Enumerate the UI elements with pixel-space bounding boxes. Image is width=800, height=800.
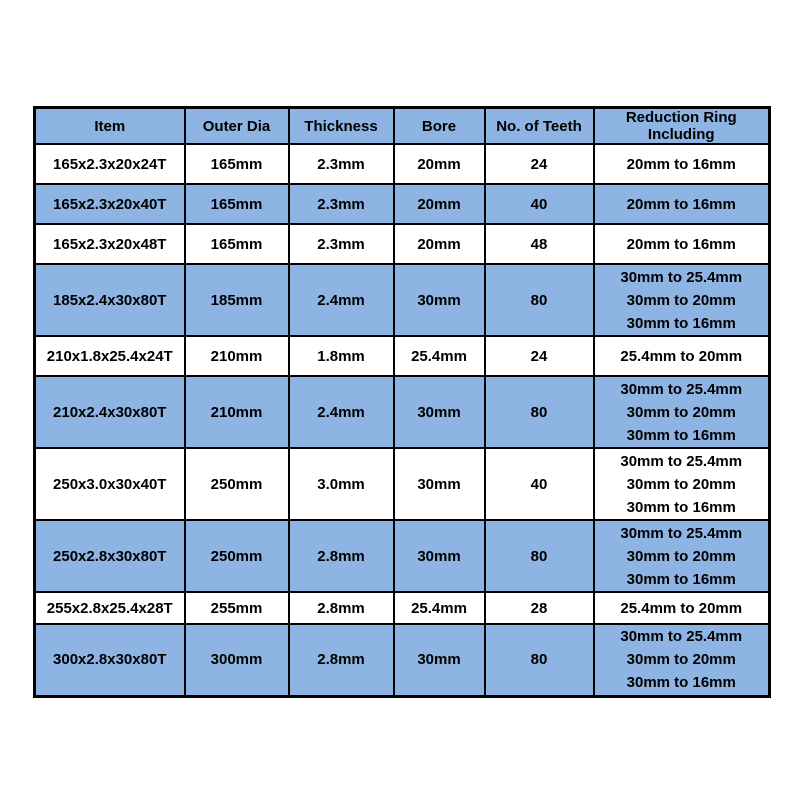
cell-item: 165x2.3x20x48T: [35, 224, 185, 264]
cell-thickness: 2.3mm: [289, 144, 394, 184]
cell-teeth: 40: [485, 448, 594, 520]
reduction-line: 20mm to 16mm: [626, 155, 736, 173]
cell-teeth: 48: [485, 224, 594, 264]
reduction-line: 25.4mm to 20mm: [620, 347, 743, 365]
cell-reduction: [594, 184, 770, 224]
reduction-line: 30mm to 16mm: [626, 314, 736, 332]
cell-bore: 30mm: [394, 376, 485, 448]
cell-teeth: 24: [485, 144, 594, 184]
reduction-line: 30mm to 20mm: [626, 547, 736, 565]
cell-teeth: 80: [485, 520, 594, 592]
cell-bore: 20mm: [394, 184, 485, 224]
reduction-line: 30mm to 20mm: [626, 475, 736, 493]
cell-thickness: 1.8mm: [289, 336, 394, 376]
reduction-line: 30mm to 25.4mm: [620, 268, 743, 286]
table-row: [35, 592, 770, 624]
reduction-line: 30mm to 20mm: [626, 403, 736, 421]
reduction-line: 20mm to 16mm: [626, 235, 736, 253]
cell-teeth: 80: [485, 376, 594, 448]
reduction-line: 30mm to 16mm: [626, 570, 736, 588]
cell-item: 210x1.8x25.4x24T: [35, 336, 185, 376]
cell-thickness: 2.8mm: [289, 520, 394, 592]
reduction-line: 30mm to 16mm: [626, 426, 736, 444]
cell-reduction: [594, 624, 770, 696]
cell-reduction: [594, 520, 770, 592]
spec-table: [33, 106, 771, 698]
cell-bore: 30mm: [394, 520, 485, 592]
cell-outer-dia: 250mm: [185, 520, 289, 592]
column-header-bore: Bore: [394, 108, 485, 145]
cell-thickness: 2.3mm: [289, 224, 394, 264]
reduction-line: 30mm to 25.4mm: [620, 524, 743, 542]
cell-thickness: 2.3mm: [289, 184, 394, 224]
cell-outer-dia: 255mm: [185, 592, 289, 624]
column-header-outer-dia: Outer Dia: [185, 108, 289, 145]
table-row: [35, 144, 770, 184]
cell-bore: 30mm: [394, 624, 485, 696]
cell-reduction: [594, 448, 770, 520]
cell-item: 255x2.8x25.4x28T: [35, 592, 185, 624]
header-row: [35, 108, 770, 145]
table-row: [35, 376, 770, 448]
cell-outer-dia: 300mm: [185, 624, 289, 696]
cell-teeth: 80: [485, 264, 594, 336]
column-header-item: Item: [35, 108, 185, 145]
table-row: [35, 448, 770, 520]
column-header-reduction: Reduction Ring Including: [594, 108, 770, 145]
cell-item: 250x3.0x30x40T: [35, 448, 185, 520]
table-row: [35, 224, 770, 264]
column-header-thickness: Thickness: [289, 108, 394, 145]
reduction-line: 30mm to 25.4mm: [620, 380, 743, 398]
cell-teeth: 28: [485, 592, 594, 624]
cell-reduction: [594, 376, 770, 448]
table-row: [35, 624, 770, 696]
cell-teeth: 80: [485, 624, 594, 696]
cell-reduction: [594, 592, 770, 624]
cell-bore: 20mm: [394, 144, 485, 184]
cell-outer-dia: 250mm: [185, 448, 289, 520]
reduction-line: 30mm to 25.4mm: [620, 628, 743, 646]
table-row: [35, 520, 770, 592]
cell-outer-dia: 165mm: [185, 184, 289, 224]
reduction-line: 30mm to 16mm: [626, 498, 736, 516]
reduction-line: 30mm to 25.4mm: [620, 452, 743, 470]
reduction-line: 30mm to 20mm: [626, 291, 736, 309]
cell-reduction: [594, 224, 770, 264]
cell-outer-dia: 210mm: [185, 376, 289, 448]
table-row: [35, 264, 770, 336]
cell-thickness: 2.8mm: [289, 624, 394, 696]
cell-item: 210x2.4x30x80T: [35, 376, 185, 448]
cell-outer-dia: 165mm: [185, 224, 289, 264]
table-row: [35, 184, 770, 224]
cell-item: 250x2.8x30x80T: [35, 520, 185, 592]
cell-reduction: [594, 144, 770, 184]
reduction-line: 20mm to 16mm: [626, 195, 736, 213]
cell-reduction: [594, 336, 770, 376]
cell-bore: 25.4mm: [394, 592, 485, 624]
cell-thickness: 2.4mm: [289, 376, 394, 448]
cell-thickness: 2.8mm: [289, 592, 394, 624]
cell-bore: 20mm: [394, 224, 485, 264]
reduction-line: 30mm to 16mm: [626, 674, 736, 692]
cell-outer-dia: 165mm: [185, 144, 289, 184]
cell-thickness: 3.0mm: [289, 448, 394, 520]
reduction-line: 30mm to 20mm: [626, 651, 736, 669]
column-header-teeth: No. of Teeth: [485, 108, 594, 145]
cell-outer-dia: 210mm: [185, 336, 289, 376]
cell-bore: 25.4mm: [394, 336, 485, 376]
cell-outer-dia: 185mm: [185, 264, 289, 336]
reduction-line: 25.4mm to 20mm: [620, 599, 743, 617]
cell-reduction: [594, 264, 770, 336]
cell-item: 300x2.8x30x80T: [35, 624, 185, 696]
cell-item: 165x2.3x20x40T: [35, 184, 185, 224]
cell-thickness: 2.4mm: [289, 264, 394, 336]
cell-teeth: 40: [485, 184, 594, 224]
cell-teeth: 24: [485, 336, 594, 376]
table-row: [35, 336, 770, 376]
cell-item: 185x2.4x30x80T: [35, 264, 185, 336]
cell-bore: 30mm: [394, 264, 485, 336]
cell-bore: 30mm: [394, 448, 485, 520]
cell-item: 165x2.3x20x24T: [35, 144, 185, 184]
